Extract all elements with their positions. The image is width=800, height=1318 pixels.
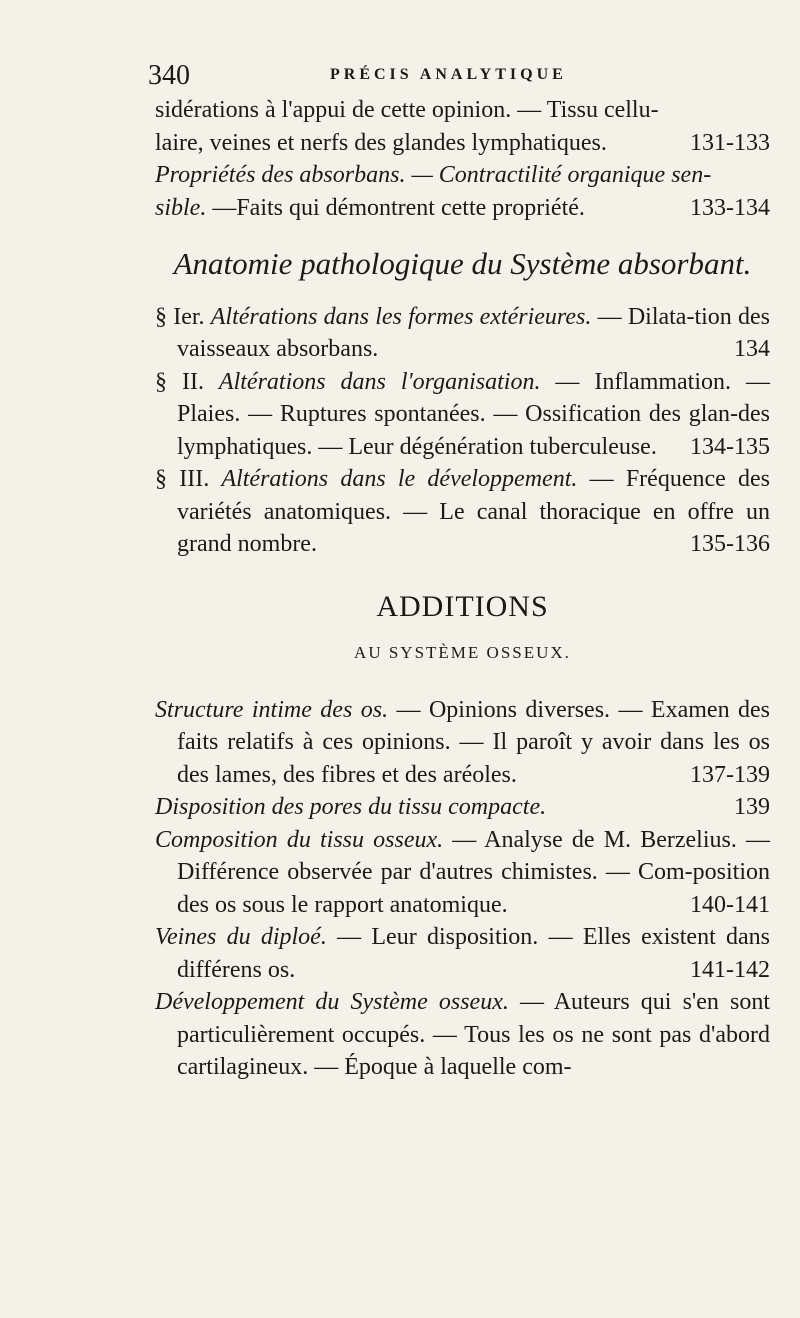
page-header <box>148 60 708 92</box>
page-ref: 131-133 <box>690 129 770 156</box>
intro-line-1: sidérations à l'appui de cette opinion. — Tissu cellu- <box>155 97 659 123</box>
section-entry-3: § III. Altérations dans le développement. — Fréquence des variétés anatomiques. — Le canal thoracique en offre un grand nombre. 135-136 <box>155 463 770 561</box>
entry-1: Structure intime des os. — Opinions diverses. — Examen des faits relatifs à ces opinions. — Il paroît y avoir dans les os des lames, des fibres et des aréoles. 137-139 <box>155 694 770 792</box>
page-ref: 139 <box>734 794 770 820</box>
page-ref: 135-136 <box>690 531 770 557</box>
entry-2: Disposition des pores du tissu compacte. 139 <box>155 791 770 824</box>
page-ref: 137-139 <box>690 761 770 788</box>
additions-heading: ADDITIONS <box>376 589 549 623</box>
entry-5: Développement du Système osseux. — Auteurs qui s'en sont particulièrement occupés. — Tous les os ne sont pas d'abord cartilagineux. — Époque à laquelle com- <box>155 989 770 1080</box>
section-entry-2: § II. Altérations dans l'organisation. — Inflammation. — Plaies. — Ruptures spontanées. — Ossification des glan-des lymphatiques. — Leur dégénération tuberculeuse. 134-135 <box>155 366 770 464</box>
intro-line-3: Propriétés des absorbans. — Contractilité organique sen- <box>155 162 712 188</box>
section-entry-1: § Ier. Altérations dans les formes extérieures. — Dilata-tion des vaisseaux absorbans. 134 <box>155 301 770 366</box>
page-number: 340 <box>148 60 190 91</box>
page-ref: 134-135 <box>690 433 770 460</box>
intro-line-4: sible. —Faits qui démontrent cette propriété. 133-134 <box>155 192 770 225</box>
running-title: PRÉCIS ANALYTIQUE <box>330 66 567 83</box>
intro-line-2: laire, veines et nerfs des glandes lymphatiques. 131-133 <box>155 127 770 160</box>
page-ref: 134 <box>734 336 770 362</box>
entry-3: Composition du tissu osseux. — Analyse de M. Berzelius. — Différence observée par d'autres chimistes. — Com-position des os sous le rapport anatomique. 140-141 <box>155 824 770 922</box>
page-ref: 133-134 <box>690 194 770 221</box>
page-content <box>155 94 770 1084</box>
page-ref: 141-142 <box>690 956 770 983</box>
section-title: Anatomie pathologique du Système absorbant. <box>173 246 752 281</box>
entry-4: Veines du diploé. — Leur disposition. — Elles existent dans différens os. 141-142 <box>155 921 770 986</box>
page-ref: 140-141 <box>690 891 770 918</box>
additions-subheading: AU SYSTÈME OSSEUX. <box>354 643 571 662</box>
